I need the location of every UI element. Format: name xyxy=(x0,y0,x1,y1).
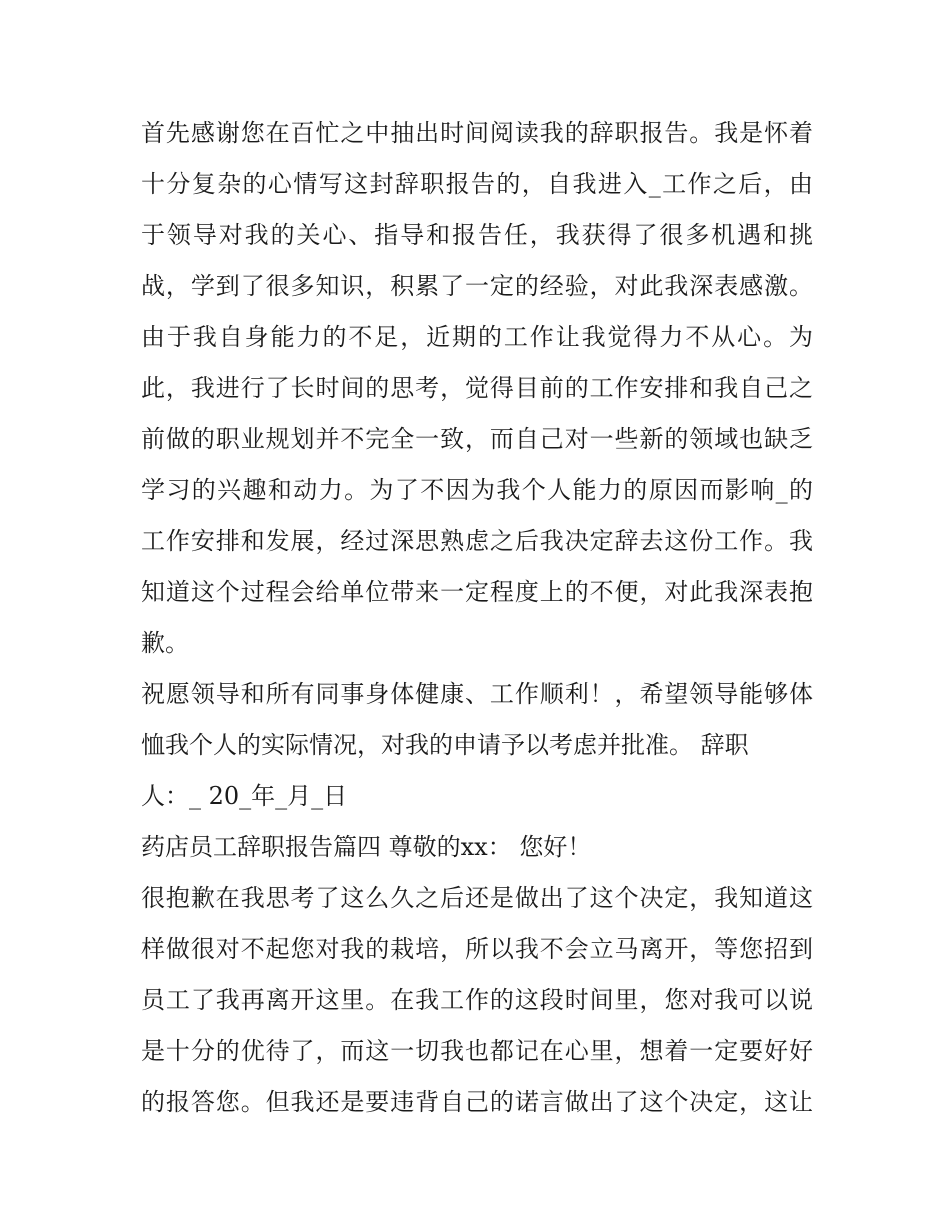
text-line: 歉。 xyxy=(141,629,189,657)
text-line: 由于我自身能力的不足，近期的工作让我觉得力不从心。为 xyxy=(141,323,813,351)
text-line: 的报答您。但我还是要违背自己的诺言做出了这个决定，这让 xyxy=(141,1088,813,1116)
text-line: 前做的职业规划并不完全一致，而自己对一些新的领域也缺乏 xyxy=(141,425,813,453)
text-line: 于领导对我的关心、指导和报告任，我获得了很多机遇和挑 xyxy=(141,221,813,249)
text-line: 恤我个人的实际情况，对我的申请予以考虑并批准。 辞职 xyxy=(141,731,749,759)
text-line: 战，学到了很多知识，积累了一定的经验，对此我深表感激。 xyxy=(141,272,813,300)
text-line: 工作安排和发展，经过深思熟虑之后我决定辞去这份工作。我 xyxy=(141,527,813,555)
text-line: 十分复杂的心情写这封辞职报告的，自我进入_工作之后，由 xyxy=(141,170,813,198)
text-line: 知道这个过程会给单位带来一定程度上的不便，对此我深表抱 xyxy=(141,578,813,606)
text-line: 祝愿领导和所有同事身体健康、工作顺利！，希望领导能够体 xyxy=(141,680,813,708)
signature-date-line: 人：_ 20_年_月_日 xyxy=(141,782,348,810)
text-line: 首先感谢您在百忙之中抽出时间阅读我的辞职报告。我是怀着 xyxy=(141,119,813,147)
text-line: 很抱歉在我思考了这么久之后还是做出了这个决定，我知道这 xyxy=(141,884,813,912)
text-line: 员工了我再离开这里。在我工作的这段时间里，您对我可以说 xyxy=(141,986,813,1014)
document-body xyxy=(141,108,813,1128)
text-line: 此，我进行了长时间的思考，觉得目前的工作安排和我自己之 xyxy=(141,374,813,402)
text-line: 是十分的优待了，而这一切我也都记在心里，想着一定要好好 xyxy=(141,1037,813,1065)
text-line: 样做很对不起您对我的栽培，所以我不会立马离开，等您招到 xyxy=(141,935,813,963)
text-line: 学习的兴趣和动力。为了不因为我个人能力的原因而影响_的 xyxy=(141,476,813,504)
section-heading-line: 药店员工辞职报告篇四 尊敬的xx： 您好！ xyxy=(141,833,592,861)
